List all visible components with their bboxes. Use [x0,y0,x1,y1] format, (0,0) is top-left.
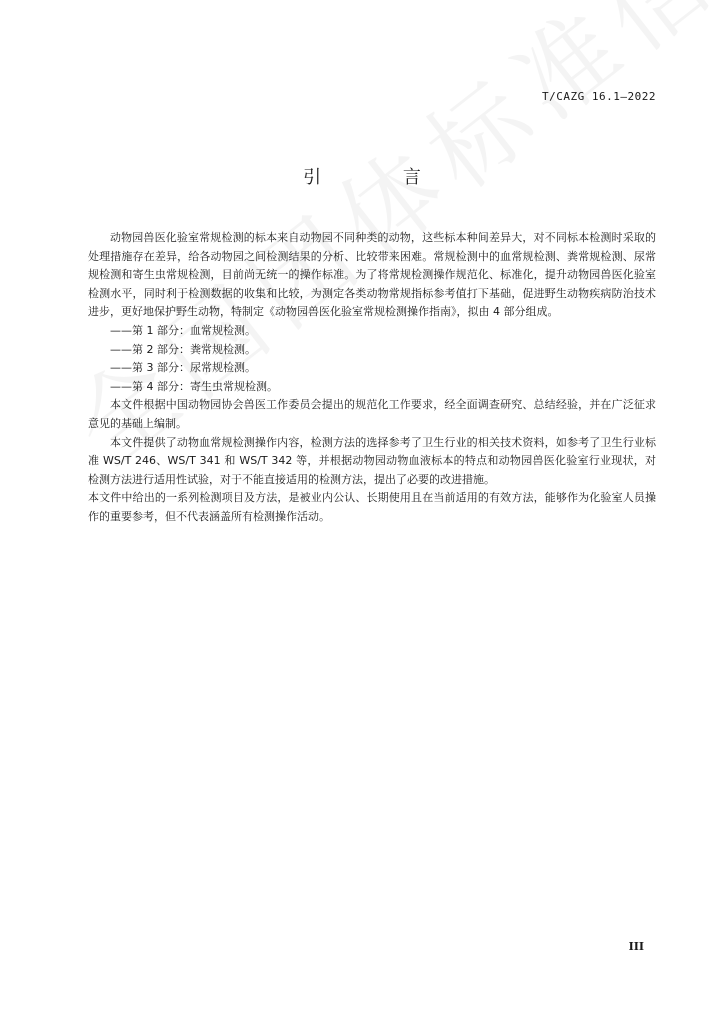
standard-number: T/CAZG 16.1—2022 [542,90,656,103]
paragraph-basis: 本文件根据中国动物园协会兽医工作委员会提出的规范化工作要求，经全面调查研究、总结经验，并在广泛征求意见的基础上编制。 [88,398,656,430]
paragraph-scope: 本文件中给出的一系列检测项目及方法，是被业内公认、长期使用且在当前适用的有效方法，能够作为化验室人员操作的重要参考，但不代表涵盖所有检测操作活动。 [88,491,656,523]
paragraph-content: 本文件提供了动物血常规检测操作内容，检测方法的选择参考了卫生行业的相关技术资料，如参考了卫生行业标准 WS/T 246、WS/T 341 和 WS/T 342 等，并根据动物园动物血液标本的特点和动物园兽医化验室行业现状，对检测方法进行适用性试验，对于不能直接适用的检测方法，提出了必要的改进措施。 [88,435,656,486]
page-title: 引 言 [303,167,459,188]
list-item: ——第 1 部分：血常规检测。 [110,323,256,337]
page-number: III [628,940,644,953]
document-body [88,229,656,527]
list-item: ——第 2 部分：粪常规检测。 [110,342,256,356]
paragraph-intro: 动物园兽医化验室常规检测的标本来自动物园不同种类的动物，这些标本种间差异大，对不同标本检测时采取的处理措施存在差异，给各动物园之间检测结果的分析、比较带来困难。常规检测中的血常规检测、粪常规检测、尿常规检测和寄生虫常规检测，目前尚无统一的操作标准。为了将常规检测操作规范化、标准化，提升动物园兽医化验室检测水平，同时利于检测数据的收集和比较，为测定各类动物常规指标参考值打下基础，促进野生动物疾病防治技术进步，更好地保护野生动物，特制定《动物园兽医化验室常规检测操作指南》，拟由 4 部分组成。 [88,231,656,319]
list-item: ——第 3 部分：尿常规检测。 [110,361,256,375]
list-item: ——第 4 部分：寄生虫常规检测。 [110,379,278,393]
